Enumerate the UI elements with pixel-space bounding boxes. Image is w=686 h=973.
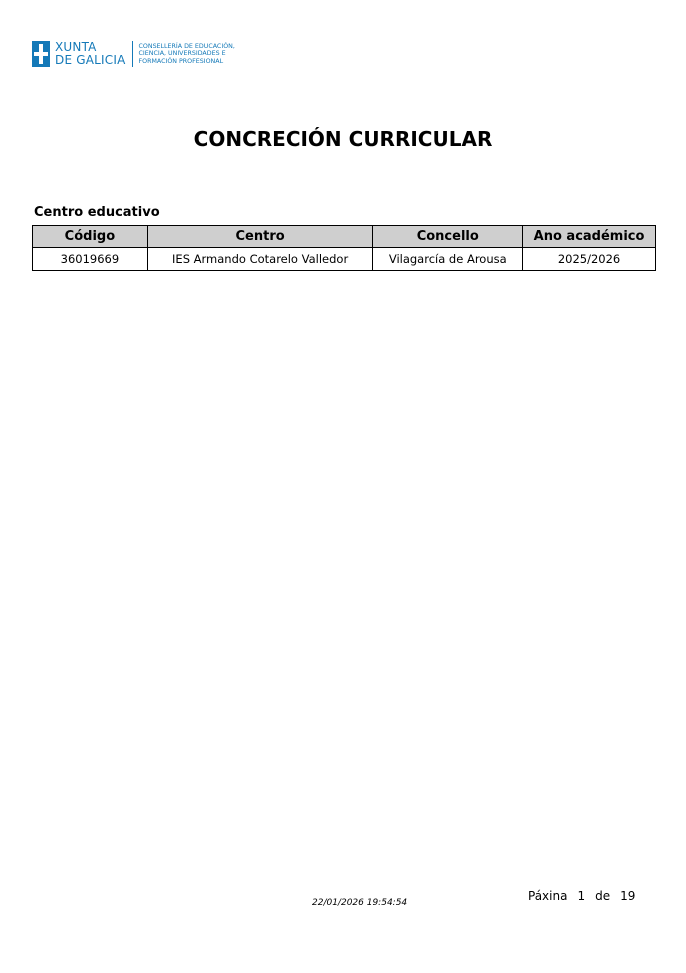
logo-name-line2: DE GALICIA — [55, 53, 126, 67]
galicia-cross-icon — [32, 41, 50, 67]
document-title: CONCRECIÓN CURRICULAR — [193, 127, 493, 151]
table-header-row — [33, 226, 656, 248]
footer-datetime: 22/01/2026 19:54:54 — [312, 898, 408, 908]
page-total: 19 — [620, 889, 636, 903]
table-cell: Vilagarcía de Arousa — [373, 248, 523, 271]
logo-name — [55, 41, 126, 67]
department-name — [139, 43, 235, 66]
page-current: 1 — [577, 889, 586, 903]
page-of: de — [595, 889, 611, 903]
column-header: Concello — [373, 226, 523, 248]
table-cell: IES Armando Cotarelo Valledor — [147, 248, 373, 271]
column-header: Código — [33, 226, 148, 248]
column-header: Ano académico — [523, 226, 656, 248]
column-header: Centro — [147, 226, 373, 248]
dept-line2: CIENCIA, UNIVERSIDADES E — [138, 50, 226, 58]
section-label: Centro educativo — [34, 205, 160, 220]
dept-line1: CONSELLERÍA DE EDUCACIÓN, — [138, 42, 235, 50]
logo-name-line1: XUNTA — [55, 40, 97, 54]
xunta-logo — [32, 40, 235, 68]
dept-line3: FORMACIÓN PROFESIONAL — [138, 57, 224, 65]
centro-table — [32, 225, 656, 271]
logo-separator — [132, 41, 133, 67]
table-row — [33, 248, 656, 271]
table-cell: 2025/2026 — [523, 248, 656, 271]
page-indicator — [528, 889, 645, 903]
table-cell: 36019669 — [33, 248, 148, 271]
page-label: Páxina — [528, 889, 568, 903]
